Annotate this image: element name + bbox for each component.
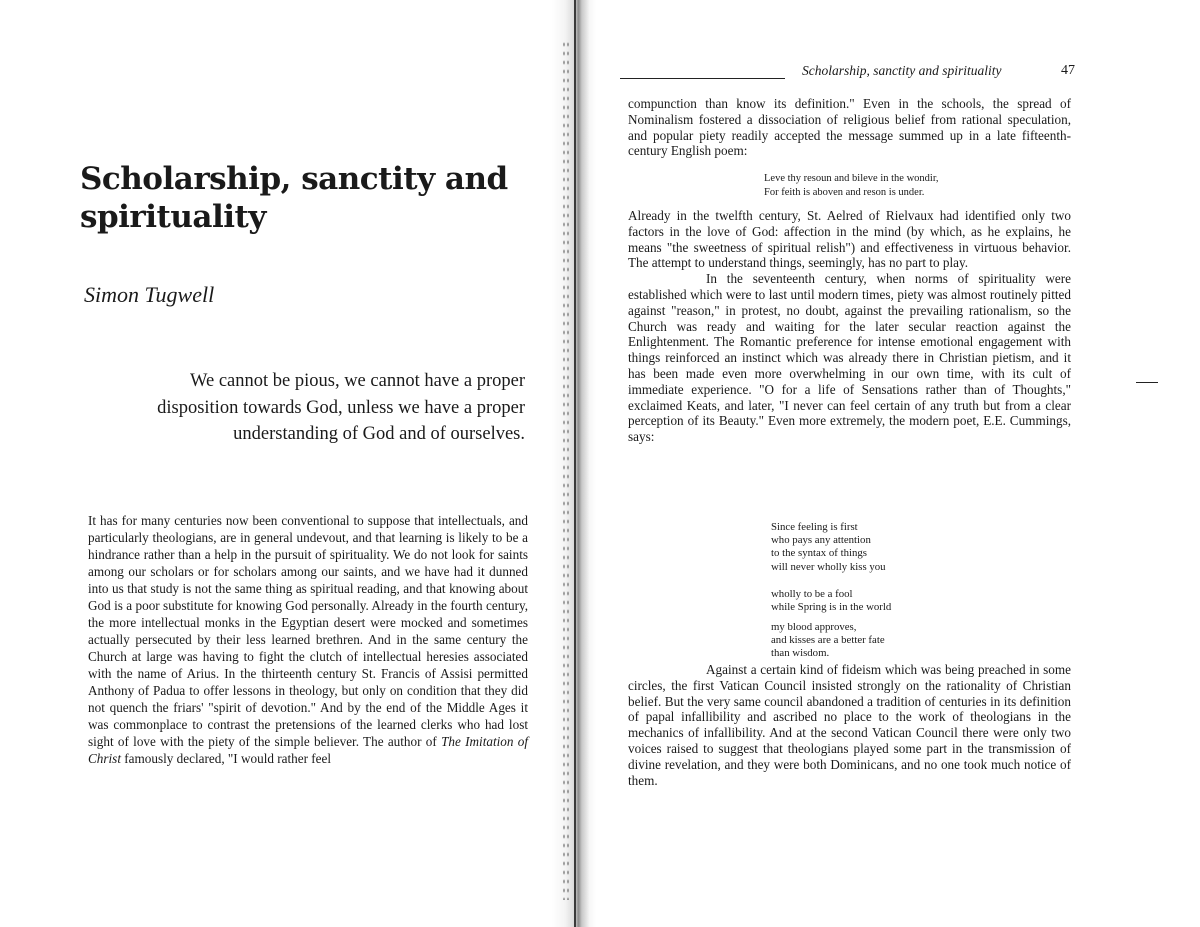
running-head-rule (620, 78, 785, 79)
page-number: 47 (1061, 63, 1075, 78)
running-head-title: Scholarship, sanctity and spirituality (802, 63, 1002, 78)
epigraph: We cannot be pious, we cannot have a proper disposition towards God, unless we have a proper understanding of God and of ourselves. (157, 371, 525, 444)
verse-line: will never wholly kiss you (771, 560, 886, 573)
cummings-stanza-1 (771, 521, 886, 574)
right-paragraph-4 (628, 662, 1071, 788)
verse-line: to the syntax of things (771, 547, 867, 560)
verse-line: Leve thy resoun and bileve in the wondir, (764, 173, 939, 184)
running-head (620, 63, 1075, 83)
right-paragraph-1 (628, 96, 1071, 159)
paragraph-text: In the seventeenth century, when norms of spirituality were established which were to last until modern times, piety was almost routinely pitted against "reason," in protest, no doubt, against the prevailing rationalism, so the Church was ready and waiting for the later secular reaction against the Enlightenment. The Romantic preference for intense emotional engagement with things reinforced an instinct which was already there in Christian pietism, and it has been made even more overwhelming in our own time, with its cult of immediate experience. "O for a life of Sensations rather than of Thoughts," exclaimed Keats, and later, "I never can feel certain of any truth but from a clear perception of its Beauty." Even more extremely, the modern poet, E.E. Cummings, says: (628, 271, 1071, 445)
paragraph-text: compunction than know its definition." Even in the schools, the spread of Nominalism fostered a dissociation of religious belief from rational speculation, and popular piety readily accepted the message summed up in a late fifteenth-century English poem: (628, 96, 1071, 159)
paragraph-text: Against a certain kind of fideism which was being preached in some circles, the first Vatican Council insisted strongly on the rationality of Christian belief. But the very same council abandoned a tradition of centuries in its definition of papal infallibility and ascribed no place to the work of theologians in the mechanics of infallibility. And at the second Vatican Council there were only two voices raised to suggest that theologians played some part in the transmission of divine revelation, and they were both Dominicans, and no one took much notice of them. (628, 662, 1071, 788)
medieval-verse (764, 172, 939, 199)
verse-line: For feith is aboven and reson is under. (764, 186, 925, 198)
gutter-texture (562, 40, 570, 900)
verse-line: than wisdom. (771, 647, 830, 660)
verse-line: my blood approves, (771, 621, 857, 633)
verse-line: who pays any attention (771, 534, 871, 547)
right-paragraphs-2-3 (628, 208, 1071, 445)
verse-line: wholly to be a fool (771, 588, 853, 600)
verse-line: Since feeling is first (771, 521, 858, 533)
verse-line: and kisses are a better fate (771, 634, 885, 647)
cummings-stanza-3 (771, 621, 885, 661)
verse-line: while Spring is in the world (771, 601, 892, 614)
binding-line (574, 0, 576, 927)
left-body-paragraph (88, 512, 528, 767)
cummings-stanza-2 (771, 588, 891, 614)
book-title-imitation: The Imitation of Christ (88, 734, 528, 766)
paragraph-text: Already in the twelfth century, St. Aelred of Rielvaux had identified only two factors in the love of God: affection in the mind (by which, as he explains, he means "the sweetness of spiritual relish") and effectiveness in virtuous behavior. The attempt to understand things, seemingly, has no part to play. (628, 208, 1071, 271)
margin-mark (1136, 382, 1158, 383)
chapter-title: Scholarship, sanctity and spirituality (80, 161, 508, 235)
left-body-text-end: famously declared, "I would rather feel (124, 751, 332, 766)
left-body-text: It has for many centuries now been conventional to suppose that intellectuals, and particularly theologians, are in general undevout, and that learning is likely to be a hindrance rather than a help in the pursuit of spirituality. We do not look for saints among our scholars or for scholars among our saints, and we have had it dunned into us that study is not the same thing as spiritual reading, and that knowing about God is a poor substitute for knowing God personally. Already in the fourth century, the more intellectual monks in the Egyptian desert were mocked and sometimes actually persecuted by their less learned brethren. And in the same century the Church at large was having to fight the clutch of intellectual heresies associated with the name of Arius. In the thirteenth century St. Francis of Assisi permitted Anthony of Padua to offer lessons in theology, but only on condition that they did not quench the friars' "spirit of devotion." And by the end of the Middle Ages it was commonplace to contrast the pretensions of the learned clerks who had lost sight of love with the piety of the simple believer. The author of (88, 513, 528, 749)
chapter-author: Simon Tugwell (84, 282, 215, 307)
